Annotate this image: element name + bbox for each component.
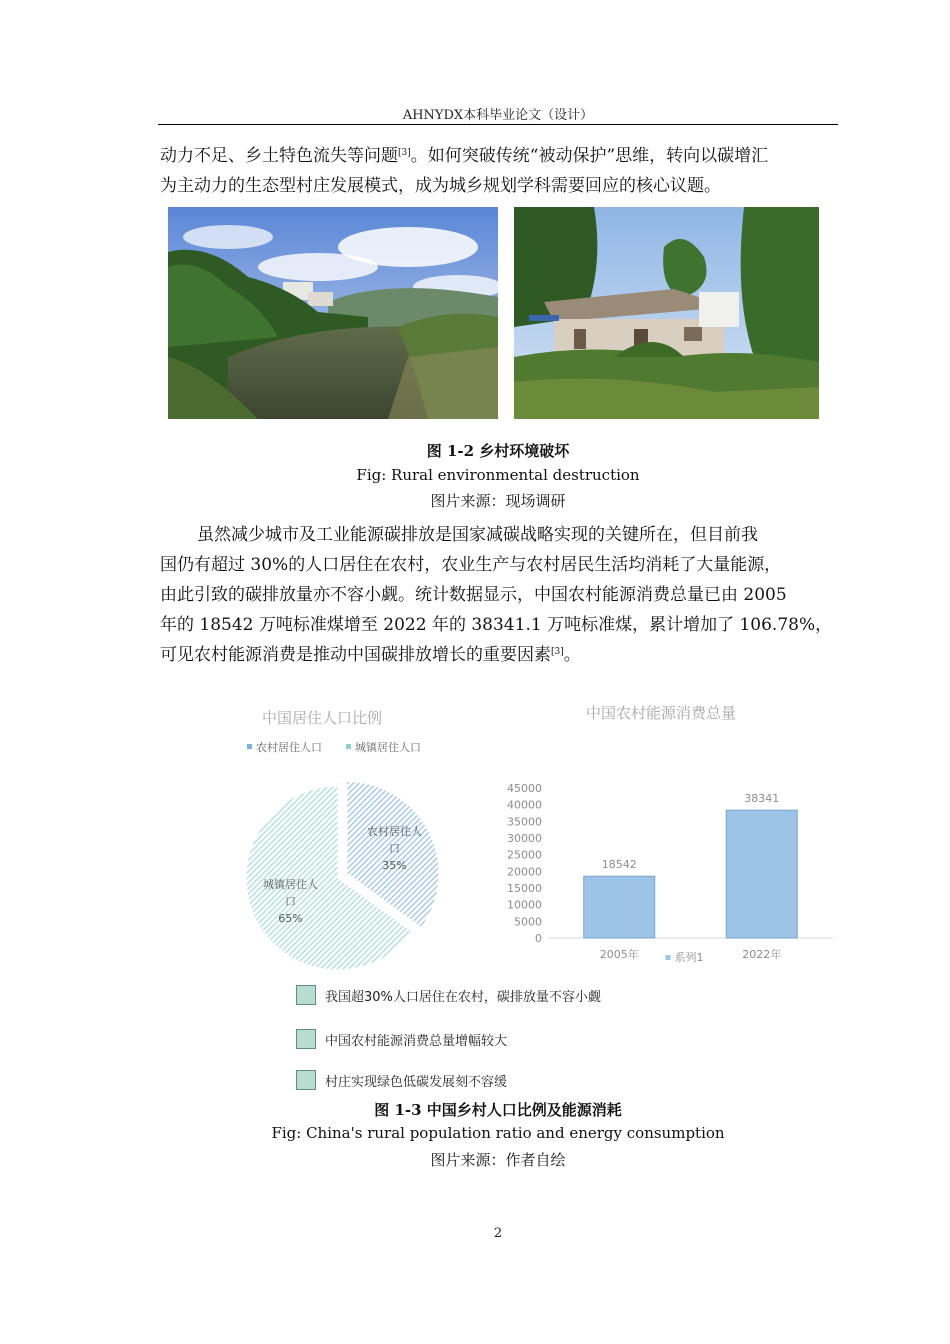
y-tick-label: 30000: [507, 832, 542, 845]
pie-chart: [230, 770, 460, 980]
pie-data-label: 口: [284, 895, 296, 909]
bar-legend-label: 系列1: [674, 951, 704, 964]
paragraph-1-line-1: 动力不足、乡土特色流失等问题: [160, 146, 398, 166]
bar-data-label: 38341: [744, 792, 780, 806]
pie-data-label: 农村居住人: [366, 825, 422, 839]
paragraph-2-line-3: 由此引致的碳排放量亦不容小觑。统计数据显示，中国农村能源消费总量已由 2005: [160, 585, 787, 605]
y-tick-label: 35000: [507, 815, 542, 829]
figure-1-3-caption-cn: 图 1-3 中国乡村人口比例及能源消耗: [374, 1101, 622, 1119]
paragraph-2: 虽然减少城市及工业能源碳排放是国家减碳战略实现的关键所在，但目前我 国仍有超过 30%的人口居住在农村，农业生产与农村居民生活均消耗了大量能源， 由此引致的碳排放量亦不容小觑。统计数据显示，中国农村能源消费总量已由 2005 年的 18542 万吨标准煤增至 2022 年的 38341.1 万吨标准煤，累计增加了 106.78%， 可见农村能源消费是推动中国碳排放增长的重要因素[3]。: [160, 520, 838, 670]
pie-data-label: 35%: [382, 859, 407, 873]
bar-chart-title: 中国农村能源消费总量: [586, 704, 737, 722]
figure-1-3-source: 图片来源：作者自绘: [430, 1151, 566, 1169]
page-number: 2: [493, 1226, 503, 1241]
figure-1-2-source: 图片来源：现场调研: [430, 492, 566, 510]
bar-2022年: [726, 810, 797, 938]
paragraph-2-line-4: 年的 18542 万吨标准煤增至 2022 年的 38341.1 万吨标准煤，累计增加了 106.78%，: [160, 615, 833, 635]
y-tick-label: 10000: [507, 898, 542, 912]
y-tick-label: 15000: [507, 882, 542, 895]
x-tick-label: 2022年: [742, 948, 782, 961]
citation-ref: [3]: [551, 647, 564, 657]
pie-chart-title: 中国居住人口比例: [262, 709, 383, 727]
bar-2005年: [584, 876, 655, 938]
paragraph-2-line-1: 虽然减少城市及工业能源碳排放是国家减碳战略实现的关键所在，但目前我: [197, 525, 758, 545]
paragraph-2-line-2: 国仍有超过 30%的人口居住在农村，农业生产与农村居民生活均消耗了大量能源，: [160, 555, 782, 575]
paragraph-1-line-1b: 。如何突破传统“被动保护”思维，转向以碳增汇: [410, 146, 769, 166]
paragraph-1: [160, 141, 838, 201]
page-header: AHNYDX本科毕业论文（设计）: [402, 108, 594, 123]
rural-pond-photo: [168, 207, 498, 419]
pie-data-label: 65%: [278, 912, 303, 926]
bar-legend-swatch: [666, 955, 671, 960]
citation-ref: [3]: [398, 148, 411, 158]
y-tick-label: 20000: [507, 865, 542, 879]
note-box-icon: [296, 1029, 316, 1049]
bar-chart: [490, 778, 840, 968]
paragraph-2-line-5: 可见农村能源消费是推动中国碳排放增长的重要因素: [160, 645, 551, 665]
y-tick-label: 5000: [514, 915, 542, 929]
figure-1-3-caption-en: Fig: China's rural population ratio and energy consumption: [271, 1124, 725, 1142]
y-tick-label: 25000: [507, 848, 542, 862]
pie-data-label: 口: [388, 842, 400, 856]
x-tick-label: 2005年: [599, 948, 639, 961]
rural-house-photo: [514, 207, 819, 419]
y-tick-label: 40000: [507, 798, 542, 812]
pie-legend-urban: 城镇居住人口: [346, 739, 421, 755]
note-box-icon: [296, 985, 316, 1005]
paragraph-1-line-2: 为主动力的生态型村庄发展模式，成为城乡规划学科需要回应的核心议题。: [160, 176, 721, 196]
pie-legend-rural: 农村居住人口: [247, 739, 322, 755]
figure-1-2-caption-en: Fig: Rural environmental destruction: [356, 466, 640, 484]
y-tick-label: 0: [535, 932, 542, 945]
bar-data-label: 18542: [601, 858, 637, 872]
note-box-icon: [296, 1070, 316, 1090]
pie-data-label: 城镇居住人: [262, 878, 318, 892]
header-rule: [158, 124, 838, 125]
y-tick-label: 45000: [507, 782, 542, 795]
figure-1-2-caption-cn: 图 1-2 乡村环境破坏: [426, 442, 570, 460]
